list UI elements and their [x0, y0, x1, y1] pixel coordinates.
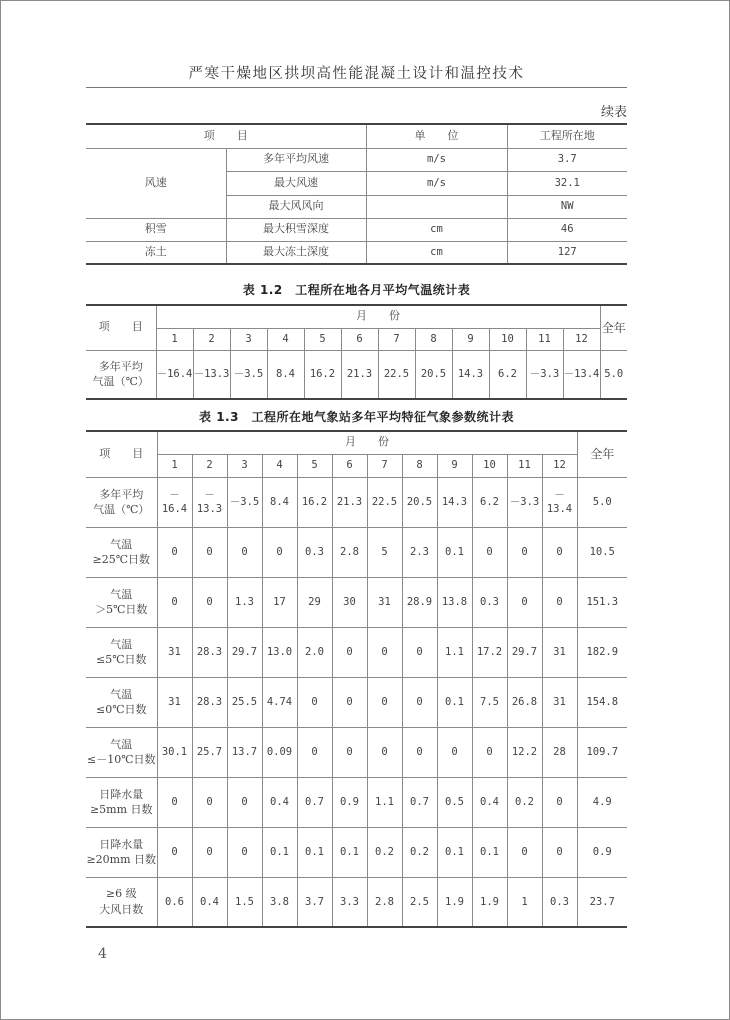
value-cell: 1.9	[437, 877, 472, 927]
value-cell: 28	[542, 727, 577, 777]
row-label-line2: ≤5℃日数	[95, 653, 147, 666]
header-month-10: 10	[489, 328, 526, 350]
row-label	[86, 627, 157, 677]
header-month-2: 2	[193, 328, 230, 350]
value-cell: 16.2	[297, 477, 332, 527]
value-cell: 14.3	[437, 477, 472, 527]
value-cell: 0	[227, 777, 262, 827]
row-label-line1: 多年平均	[98, 359, 143, 373]
category-cell: 积雪	[86, 218, 226, 241]
header-annual-total: 全年	[600, 305, 627, 350]
value-cell: 26.8	[507, 677, 542, 727]
row-label	[86, 677, 157, 727]
value-cell: 32.1	[507, 171, 627, 195]
value-cell: 0	[227, 527, 262, 577]
value-cell: 20.5	[402, 477, 437, 527]
header-annual-total: 全年	[577, 431, 627, 477]
value-cell: 0	[192, 527, 227, 577]
header-month-4: 4	[262, 454, 297, 477]
value-cell: －3.5	[227, 477, 262, 527]
value-cell: 0.7	[402, 777, 437, 827]
value-cell: 0	[542, 777, 577, 827]
row-label	[86, 727, 157, 777]
value-cell: 0	[472, 527, 507, 577]
value-cell: 31	[367, 577, 402, 627]
header-month-11: 11	[507, 454, 542, 477]
value-cell: 1.1	[437, 627, 472, 677]
header-item: 项 目	[86, 124, 366, 148]
value-cell: 0	[332, 727, 367, 777]
value-cell: 1	[507, 877, 542, 927]
unit-cell: cm	[366, 218, 507, 241]
header-location: 工程所在地	[507, 124, 627, 148]
annual-total-cell: 5.0	[577, 477, 627, 527]
category-cell: 风速	[86, 148, 226, 218]
table-row	[86, 241, 627, 264]
table-1-1-continued	[86, 123, 627, 265]
table-row	[86, 218, 627, 241]
unit-cell: cm	[366, 241, 507, 264]
value-cell: 0	[192, 577, 227, 627]
header-month-10: 10	[472, 454, 507, 477]
value-cell: 4.74	[262, 677, 297, 727]
value-cell: 0.1	[437, 677, 472, 727]
header-item: 项 目	[86, 431, 157, 477]
value-cell: 1.5	[227, 877, 262, 927]
table-header-row	[86, 431, 627, 454]
value-cell: －13.3	[192, 477, 227, 527]
value-cell: 29.7	[507, 627, 542, 677]
value-cell: NW	[507, 195, 627, 218]
annual-total-cell: 4.9	[577, 777, 627, 827]
value-cell: 0	[332, 627, 367, 677]
table-row	[86, 148, 627, 171]
value-cell: 3.3	[332, 877, 367, 927]
value-cell: 0.1	[437, 827, 472, 877]
value-cell: 25.5	[227, 677, 262, 727]
value-cell: －16.4	[156, 350, 193, 399]
row-label-line1: 气温	[110, 737, 133, 751]
table-row	[86, 527, 627, 577]
value-cell: 28.9	[402, 577, 437, 627]
value-cell: 1.9	[472, 877, 507, 927]
value-cell: 0	[542, 527, 577, 577]
annual-total-cell: 182.9	[577, 627, 627, 677]
value-cell: －13.4	[563, 350, 600, 399]
value-cell: 13.8	[437, 577, 472, 627]
value-cell: 0	[402, 627, 437, 677]
header-item: 项 目	[86, 305, 156, 350]
value-cell: 2.3	[402, 527, 437, 577]
value-cell: 0.3	[472, 577, 507, 627]
running-title: 严寒干燥地区拱坝高性能混凝土设计和温控技术	[188, 66, 525, 82]
value-cell: 31	[542, 677, 577, 727]
value-cell: 29	[297, 577, 332, 627]
header-month-group: 月 份	[156, 305, 600, 328]
table-row	[86, 677, 627, 727]
value-cell: 3.7	[297, 877, 332, 927]
value-cell: 20.5	[415, 350, 452, 399]
value-cell: 13.0	[262, 627, 297, 677]
annual-total-cell: 5.0	[600, 350, 627, 399]
row-label	[86, 827, 157, 877]
category-cell: 冻土	[86, 241, 226, 264]
value-cell: 46	[507, 218, 627, 241]
value-cell: 13.7	[227, 727, 262, 777]
header-rule	[86, 87, 627, 88]
value-cell: 127	[507, 241, 627, 264]
value-cell: 0	[157, 577, 192, 627]
value-cell: 6.2	[472, 477, 507, 527]
value-cell: 0.1	[437, 527, 472, 577]
value-cell: 28.3	[192, 627, 227, 677]
table-row	[86, 477, 627, 527]
row-label-line2: ≥5mm 日数	[89, 803, 153, 816]
value-cell: 0	[367, 727, 402, 777]
unit-cell: m/s	[366, 171, 507, 195]
row-label-line1: 多年平均	[99, 487, 144, 501]
row-label	[86, 777, 157, 827]
row-label-line1: 日降水量	[99, 837, 144, 851]
value-cell: 0	[157, 777, 192, 827]
value-cell: 6.2	[489, 350, 526, 399]
item-cell: 最大冻土深度	[226, 241, 366, 264]
value-cell: 0	[367, 627, 402, 677]
header-month-6: 6	[332, 454, 367, 477]
header-month-8: 8	[415, 328, 452, 350]
value-cell: 8.4	[262, 477, 297, 527]
value-cell: 2.8	[367, 877, 402, 927]
table-row	[86, 577, 627, 627]
header-month-9: 9	[452, 328, 489, 350]
value-cell: 29.7	[227, 627, 262, 677]
value-cell: －3.5	[230, 350, 267, 399]
table-row	[86, 727, 627, 777]
value-cell: 0	[542, 577, 577, 627]
value-cell: 0.4	[472, 777, 507, 827]
value-cell: 0.1	[332, 827, 367, 877]
row-label-line1: ≥6 级	[105, 887, 137, 901]
unit-cell	[366, 195, 507, 218]
value-cell: 12.2	[507, 727, 542, 777]
value-cell: 7.5	[472, 677, 507, 727]
table-row	[86, 350, 627, 399]
table-1-3	[86, 430, 627, 928]
value-cell: 0	[157, 827, 192, 877]
row-label-line1: 日降水量	[99, 787, 144, 801]
header-month-5: 5	[304, 328, 341, 350]
value-cell: 22.5	[378, 350, 415, 399]
value-cell: 0	[402, 727, 437, 777]
row-label-line2: ≥20mm 日数	[86, 853, 157, 866]
header-month-8: 8	[402, 454, 437, 477]
header-month-group: 月 份	[157, 431, 577, 454]
value-cell: 31	[157, 627, 192, 677]
value-cell: 3.8	[262, 877, 297, 927]
annual-total-cell: 23.7	[577, 877, 627, 927]
item-cell: 最大风风向	[226, 195, 366, 218]
value-cell: 21.3	[332, 477, 367, 527]
value-cell: 0	[227, 827, 262, 877]
value-cell: 0	[297, 727, 332, 777]
value-cell: 0	[507, 577, 542, 627]
row-label-line2: 大风日数	[99, 902, 144, 916]
value-cell: 0.7	[297, 777, 332, 827]
header-month-1: 1	[157, 454, 192, 477]
header-month-3: 3	[227, 454, 262, 477]
header-month-5: 5	[297, 454, 332, 477]
row-label-line1: 气温	[110, 537, 133, 551]
value-cell: 3.7	[507, 148, 627, 171]
value-cell: 21.3	[341, 350, 378, 399]
table-header-row	[86, 124, 627, 148]
header-month-2: 2	[192, 454, 227, 477]
value-cell: 0.9	[332, 777, 367, 827]
table-month-row	[86, 328, 627, 350]
item-cell: 多年平均风速	[226, 148, 366, 171]
row-label-line2: 气温（℃）	[92, 375, 149, 389]
row-label-line1: 气温	[110, 637, 133, 651]
value-cell: －13.4	[542, 477, 577, 527]
value-cell: 22.5	[367, 477, 402, 527]
value-cell: 1.1	[367, 777, 402, 827]
value-cell: 0	[437, 727, 472, 777]
header-month-7: 7	[378, 328, 415, 350]
annual-total-cell: 10.5	[577, 527, 627, 577]
value-cell: 17.2	[472, 627, 507, 677]
value-cell: 0.2	[402, 827, 437, 877]
header-month-9: 9	[437, 454, 472, 477]
header-month-3: 3	[230, 328, 267, 350]
value-cell: 0	[507, 527, 542, 577]
header-month-1: 1	[156, 328, 193, 350]
table-month-row	[86, 454, 627, 477]
value-cell: 31	[157, 677, 192, 727]
value-cell: 0	[192, 777, 227, 827]
row-label-line2: ≤0℃日数	[95, 703, 147, 716]
unit-cell: m/s	[366, 148, 507, 171]
value-cell: 0.09	[262, 727, 297, 777]
value-cell: 0.1	[472, 827, 507, 877]
table-header-row	[86, 305, 627, 328]
value-cell: 0	[472, 727, 507, 777]
item-cell: 最大风速	[226, 171, 366, 195]
header-month-12: 12	[542, 454, 577, 477]
value-cell: 0.3	[297, 527, 332, 577]
value-cell: 2.8	[332, 527, 367, 577]
value-cell: 16.2	[304, 350, 341, 399]
value-cell: 0	[332, 677, 367, 727]
value-cell: 2.5	[402, 877, 437, 927]
value-cell: 17	[262, 577, 297, 627]
value-cell: 0	[157, 527, 192, 577]
row-label-line2: ≥25℃日数	[92, 553, 151, 566]
header-month-7: 7	[367, 454, 402, 477]
value-cell: 0.1	[297, 827, 332, 877]
value-cell: 0.5	[437, 777, 472, 827]
value-cell: －3.3	[507, 477, 542, 527]
value-cell: 5	[367, 527, 402, 577]
value-cell: 30.1	[157, 727, 192, 777]
row-label-line1: 气温	[110, 687, 133, 701]
value-cell: 0	[402, 677, 437, 727]
table-1-2	[86, 304, 627, 400]
value-cell: 0.2	[507, 777, 542, 827]
value-cell: 14.3	[452, 350, 489, 399]
row-label-line2: 气温（℃）	[93, 503, 150, 516]
value-cell: 25.7	[192, 727, 227, 777]
annual-total-cell: 151.3	[577, 577, 627, 627]
continued-label: 续表	[600, 105, 627, 120]
table-row	[86, 627, 627, 677]
row-label-line1: 气温	[110, 587, 133, 601]
header-unit: 单 位	[366, 124, 507, 148]
annual-total-cell: 0.9	[577, 827, 627, 877]
value-cell: 0.4	[192, 877, 227, 927]
value-cell: 0.4	[262, 777, 297, 827]
table-row	[86, 827, 627, 877]
value-cell: 31	[542, 627, 577, 677]
value-cell: 30	[332, 577, 367, 627]
value-cell: 0	[542, 827, 577, 877]
value-cell: 0.6	[157, 877, 192, 927]
page-number: 4	[98, 946, 107, 962]
header-month-4: 4	[267, 328, 304, 350]
value-cell: 2.0	[297, 627, 332, 677]
value-cell: 0.2	[367, 827, 402, 877]
row-label	[86, 527, 157, 577]
value-cell: 0	[262, 527, 297, 577]
row-label	[86, 477, 157, 527]
value-cell: 28.3	[192, 677, 227, 727]
table-row	[86, 877, 627, 927]
header-month-11: 11	[526, 328, 563, 350]
value-cell: 0	[192, 827, 227, 877]
row-label-line2: ＞5℃日数	[95, 603, 148, 616]
value-cell: －13.3	[193, 350, 230, 399]
item-cell: 最大积雪深度	[226, 218, 366, 241]
annual-total-cell: 109.7	[577, 727, 627, 777]
row-label	[86, 577, 157, 627]
value-cell: －16.4	[157, 477, 192, 527]
value-cell: 0	[367, 677, 402, 727]
value-cell: 0.1	[262, 827, 297, 877]
annual-total-cell: 154.8	[577, 677, 627, 727]
row-label	[86, 877, 157, 927]
table-1-2-caption: 表 1.2 工程所在地各月平均气温统计表	[242, 283, 471, 297]
value-cell: 0	[297, 677, 332, 727]
table-row	[86, 777, 627, 827]
row-label-line2: ≤－10℃日数	[86, 753, 156, 766]
table-1-3-caption: 表 1.3 工程所在地气象站多年平均特征气象参数统计表	[199, 410, 514, 424]
header-month-12: 12	[563, 328, 600, 350]
value-cell: 0.3	[542, 877, 577, 927]
value-cell: －3.3	[526, 350, 563, 399]
row-label	[86, 350, 156, 399]
header-month-6: 6	[341, 328, 378, 350]
value-cell: 0	[507, 827, 542, 877]
value-cell: 1.3	[227, 577, 262, 627]
value-cell: 8.4	[267, 350, 304, 399]
